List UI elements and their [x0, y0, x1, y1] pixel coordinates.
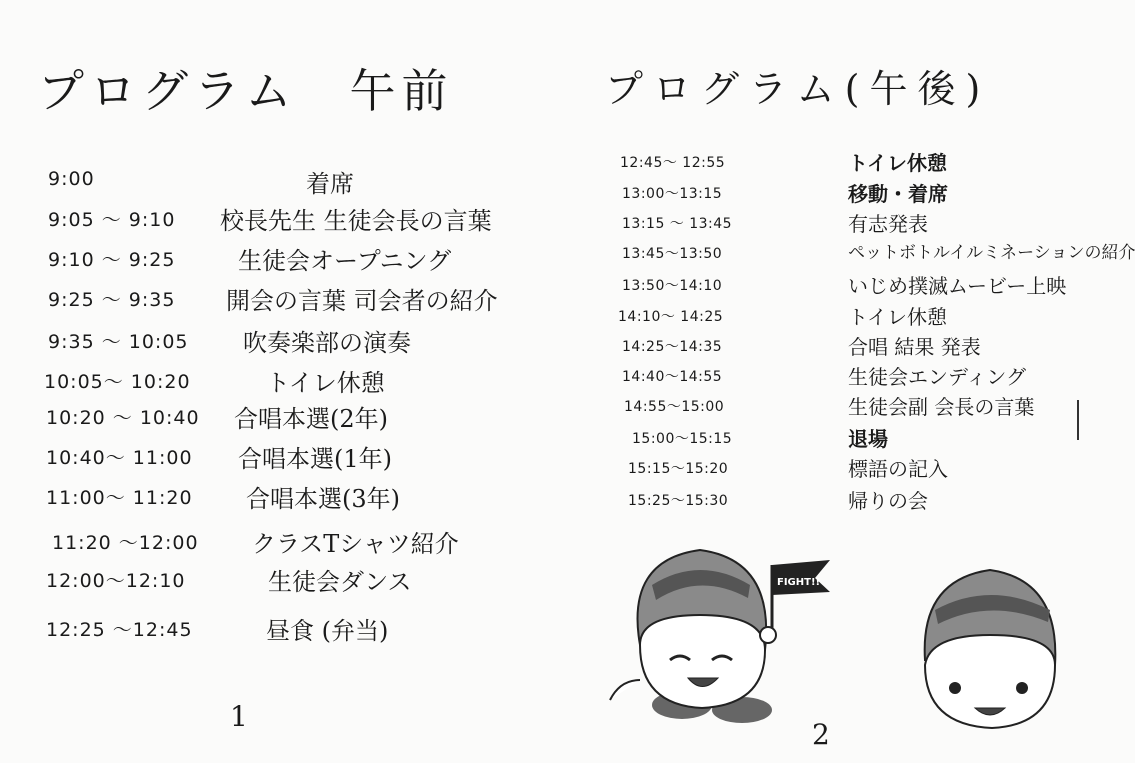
program-time: 10:40～ 11:00	[46, 447, 193, 469]
morning-title: プログラム 午前	[38, 64, 454, 118]
program-time: 9:25 ～ 9:35	[48, 289, 176, 311]
page-afternoon	[540, 0, 1135, 763]
program-time: 14:10～ 14:25	[618, 309, 724, 325]
mascot-right-eye-left	[949, 682, 961, 694]
program-time: 14:55～15:00	[624, 399, 725, 415]
program-event: 開会の言葉 司会者の紹介	[226, 287, 498, 315]
page-morning	[0, 0, 540, 763]
program-time: 11:20 ～12:00	[52, 532, 199, 554]
program-time: 9:05 ～ 9:10	[48, 209, 176, 231]
program-time: 13:15 ～ 13:45	[622, 216, 733, 232]
program-event: 合唱本選(1年)	[238, 445, 392, 473]
program-time: 11:00～ 11:20	[46, 487, 193, 509]
flag-text: FIGHT!!	[777, 577, 821, 588]
program-time: 10:05～ 10:20	[44, 371, 191, 393]
mascot-illustration	[600, 540, 1070, 760]
program-time: 12:25 ～12:45	[46, 619, 193, 641]
program-event: トイレ休憩	[266, 369, 385, 397]
mascot-right-eye-right	[1016, 682, 1028, 694]
program-time: 15:15～15:20	[628, 461, 729, 477]
mascot-left-body	[640, 615, 765, 708]
program-time: 15:25～15:30	[628, 493, 729, 509]
page-number-2: 2	[812, 718, 830, 751]
program-event: 生徒会副 会長の言葉	[848, 395, 1035, 419]
program-time: 12:00～12:10	[46, 570, 186, 592]
program-event: クラスTシャツ紹介	[252, 530, 459, 558]
program-time: 10:20 ～ 10:40	[46, 407, 200, 429]
program-event: 昼食 (弁当)	[266, 617, 389, 645]
program-event: いじめ撲滅ムービー上映	[848, 274, 1067, 298]
program-time: 14:25～14:35	[622, 339, 723, 355]
scan-edge-mark	[1077, 400, 1079, 440]
program-event: 退場	[848, 427, 888, 451]
program-time: 13:45～13:50	[622, 246, 723, 262]
mascot-right	[925, 570, 1056, 728]
program-time: 9:00	[48, 168, 95, 190]
program-event: 移動・着席	[848, 182, 948, 206]
program-time: 9:10 ～ 9:25	[48, 249, 176, 271]
program-event: 帰りの会	[848, 489, 928, 513]
program-time: 13:50～14:10	[622, 278, 723, 294]
program-event: ペットボトルイルミネーションの紹介	[848, 243, 1135, 263]
program-time: 14:40～14:55	[622, 369, 723, 385]
program-event: 合唱本選(2年)	[234, 405, 388, 433]
program-event: 着席	[306, 170, 354, 198]
program-event: トイレ休憩	[848, 305, 947, 329]
afternoon-title: プログラム(午後)	[605, 67, 991, 111]
program-event: 合唱本選(3年)	[246, 485, 400, 513]
program-time: 13:00～13:15	[622, 186, 723, 202]
mascot-left-hand	[760, 627, 776, 643]
program-event: 標語の記入	[848, 457, 948, 481]
mascot-left	[610, 550, 830, 723]
program-event: 合唱 結果 発表	[848, 335, 981, 359]
program-time: 9:35 ～ 10:05	[48, 331, 189, 353]
program-event: 生徒会エンディング	[848, 365, 1026, 389]
program-event: 生徒会ダンス	[268, 568, 412, 596]
program-time: 15:00～15:15	[632, 431, 733, 447]
program-event: 校長先生 生徒会長の言葉	[220, 207, 492, 235]
mascot-left-arm	[610, 680, 640, 700]
program-event: トイレ休憩	[848, 151, 947, 175]
program-event: 吹奏楽部の演奏	[243, 329, 411, 357]
program-time: 12:45～ 12:55	[620, 155, 726, 171]
program-event: 有志発表	[848, 212, 928, 236]
page-number-1: 1	[230, 700, 248, 733]
program-event: 生徒会オープニング	[238, 247, 452, 275]
